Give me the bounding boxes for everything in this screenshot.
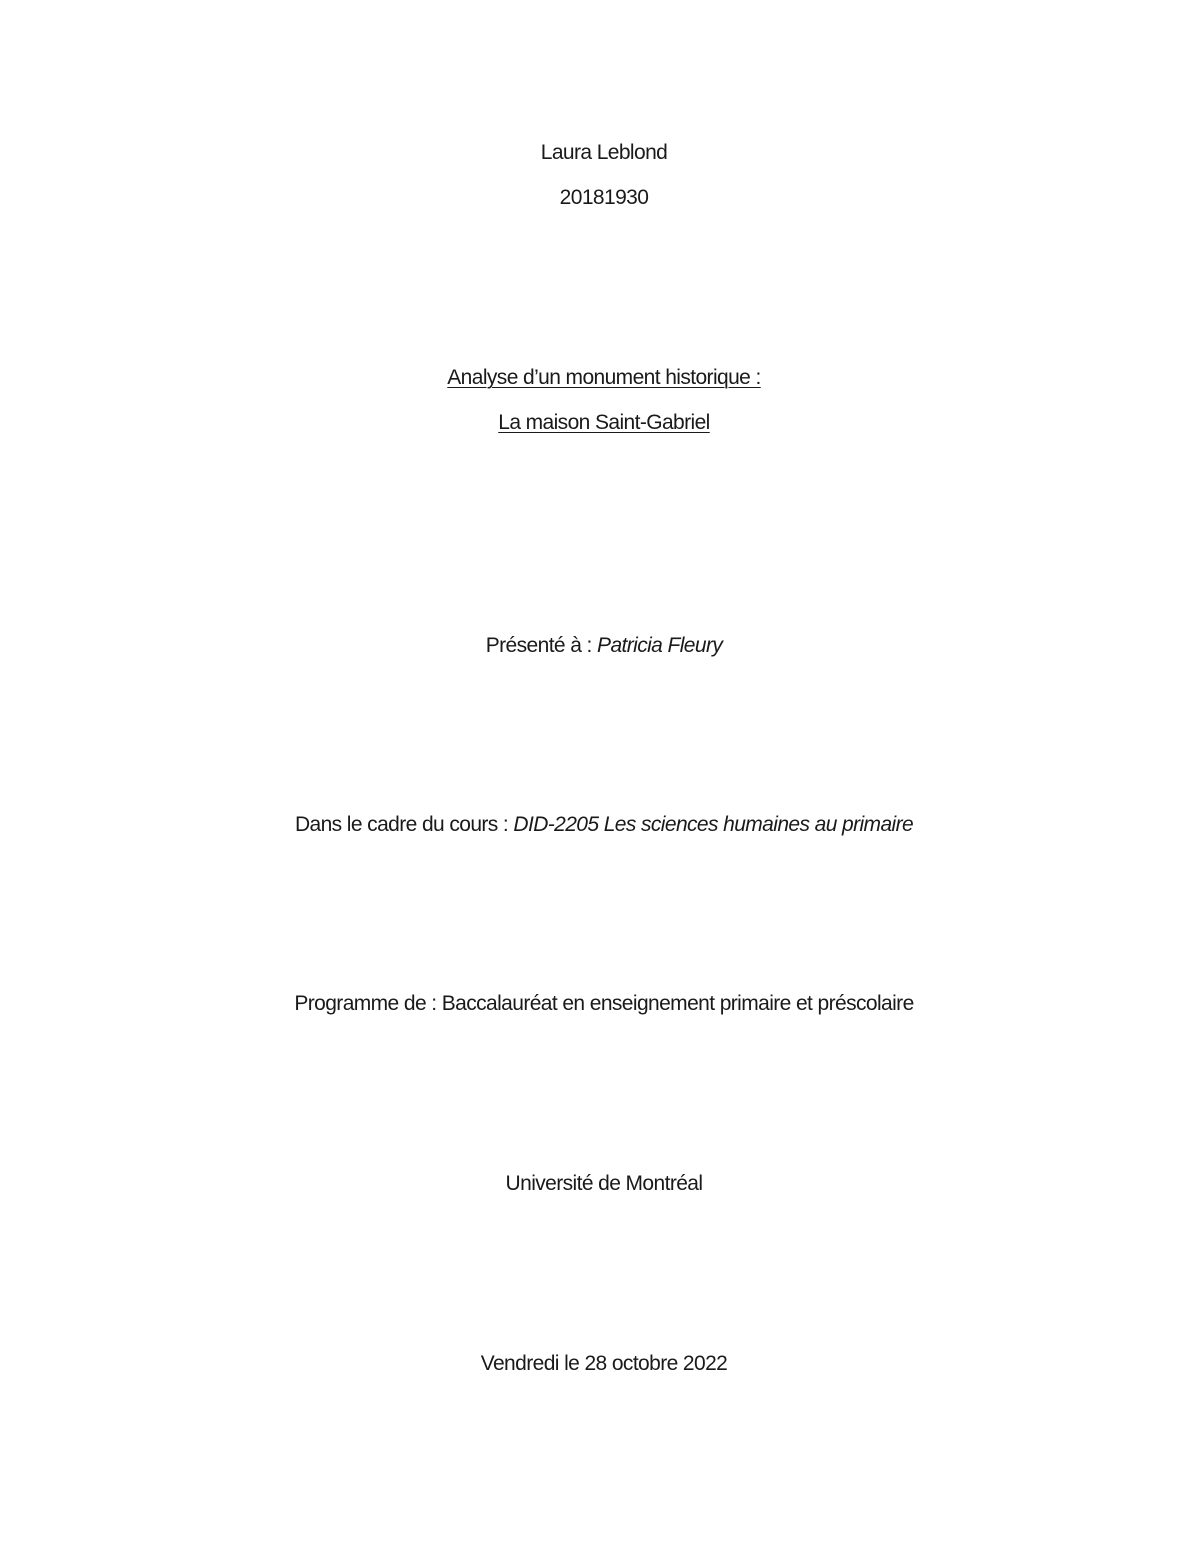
presented-to-name: Patricia Fleury [597, 634, 723, 657]
student-id: 20181930 [559, 186, 649, 209]
document-title-line-2 [0, 410, 1200, 436]
presented-to-label: Présenté à : [485, 634, 598, 657]
course-label: Dans le cadre du cours : [294, 813, 514, 836]
university-name: Université de Montréal [505, 1172, 703, 1195]
document-title-text-2: La maison Saint-Gabriel [498, 411, 710, 434]
author-name: Laura Leblond [540, 141, 668, 164]
course-line [0, 812, 1200, 838]
document-title-text-1: Analyse d’un monument historique : [447, 366, 761, 389]
document-title-line-1 [0, 365, 1200, 391]
course-name: DID-2205 Les sciences humaines au primaire [513, 813, 914, 836]
program-line: Programme de : Baccalauréat en enseignement primaire et préscolaire [294, 992, 914, 1015]
presented-to [0, 633, 1200, 659]
submission-date: Vendredi le 28 octobre 2022 [480, 1352, 728, 1375]
